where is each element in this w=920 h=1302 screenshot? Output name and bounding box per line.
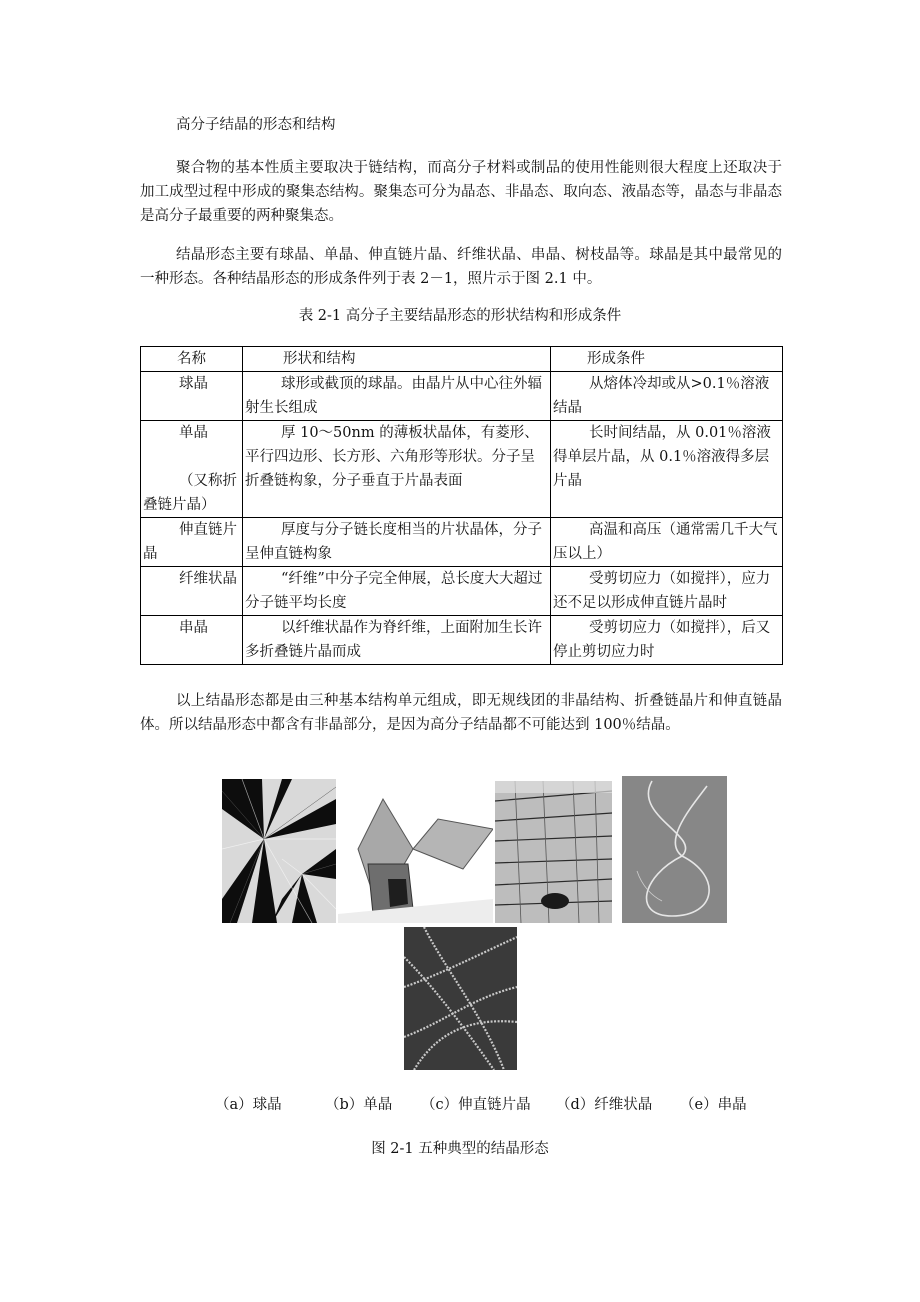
table-row [141, 372, 783, 421]
fibrous-crystal-photo [622, 776, 727, 923]
figure-caption: 图 2-1 五种典型的结晶形态 [371, 1141, 549, 1157]
cell-name [141, 421, 243, 518]
cell-condition: 从熔体冷却或从>0.1％溶液结晶 [551, 372, 783, 421]
paragraph-intro: 聚合物的基本性质主要取决于链结构，而高分子材料或制品的使用性能则很大程度上还取决于加工成型过程中形成的聚集态结构。聚集态可分为晶态、非晶态、取向态、液晶态等，晶态与非晶态是高分子最重要的两种聚集态。 [140, 160, 782, 224]
cell-condition: 长时间结晶，从 0.01％溶液得单层片晶，从 0.1％溶液得多层片晶 [551, 421, 783, 518]
extended-chain-crystal-photo [495, 781, 612, 923]
paragraph-structural-units: 以上结晶形态都是由三种基本结构单元组成，即无规线团的非晶结构、折叠链晶片和伸直链晶体。所以结晶形态中都含有非晶部分，是因为高分子结晶都不可能达到 100％结晶。 [140, 693, 782, 733]
cell-name: 串晶 [141, 616, 243, 665]
table-header-row [141, 347, 783, 372]
header-condition: 形成条件 [551, 347, 783, 372]
cell-condition: 高温和高压（通常需几千大气压以上） [551, 518, 783, 567]
cell-name-alias: （又称折叠链片晶） [143, 473, 237, 513]
cell-shape: 球形或截顶的球晶。由晶片从中心往外辐射生长组成 [243, 372, 551, 421]
spherulite-photo [222, 779, 336, 923]
cell-condition: 受剪切应力（如搅拌），应力还不足以形成伸直链片晶时 [551, 567, 783, 616]
table-caption: 表 2-1 高分子主要结晶形态的形状结构和形成条件 [298, 308, 622, 324]
cell-name-primary: 单晶 [179, 425, 208, 441]
paragraph-morphologies: 结晶形态主要有球晶、单晶、伸直链片晶、纤维状晶、串晶、树枝晶等。球晶是其中最常见的一种形态。各种结晶形态的形成条件列于表 2－1，照片示于图 2.1 中。 [140, 247, 782, 287]
shish-kebab-crystal-photo [404, 927, 517, 1070]
cell-name: 伸直链片晶 [141, 518, 243, 567]
table-row [141, 567, 783, 616]
cell-condition: 受剪切应力（如搅拌），后又停止剪切应力时 [551, 616, 783, 665]
figure-label-d: （d）纤维状晶 [556, 1097, 653, 1113]
cell-shape: 以纤维状晶作为脊纤维，上面附加生长许多折叠链片晶而成 [243, 616, 551, 665]
cell-name: 纤维状晶 [141, 567, 243, 616]
document-title: 高分子结晶的形态和结构 [176, 117, 336, 133]
figure-label-c: （c）伸直链片晶 [421, 1097, 531, 1113]
cell-name: 球晶 [141, 372, 243, 421]
cell-shape: “纤维”中分子完全伸展，总长度大大超过分子链平均长度 [243, 567, 551, 616]
table-row [141, 616, 783, 665]
header-name: 名称 [141, 347, 243, 372]
crystal-morphology-table [140, 346, 783, 665]
cell-shape: 厚 10～50nm 的薄板状晶体，有菱形、平行四边形、长方形、六角形等形状。分子呈折叠链构象，分子垂直于片晶表面 [243, 421, 551, 518]
table-row [141, 421, 783, 518]
figure-label-b: （b）单晶 [325, 1097, 393, 1113]
header-shape: 形状和结构 [243, 347, 551, 372]
cell-shape: 厚度与分子链长度相当的片状晶体，分子呈伸直链构象 [243, 518, 551, 567]
figure-label-a: （a）球晶 [215, 1097, 282, 1113]
single-crystal-photo [338, 779, 493, 923]
figure-label-e: （e）串晶 [680, 1097, 747, 1113]
table-row [141, 518, 783, 567]
